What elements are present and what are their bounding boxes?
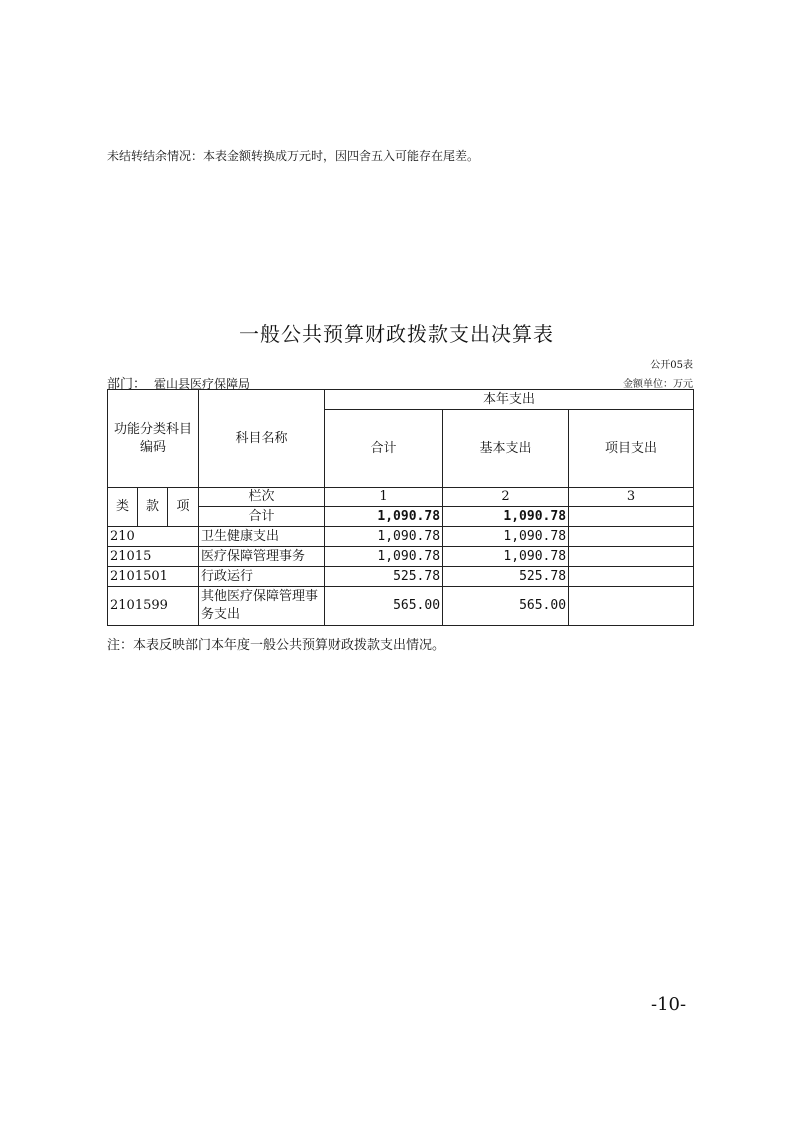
- col-index-2: 2: [443, 488, 569, 507]
- row-code: 210: [108, 527, 199, 547]
- sum-total: 1,090.78: [325, 507, 443, 527]
- budget-table: [107, 389, 694, 626]
- table-row: [108, 587, 694, 626]
- col-index-3: 3: [569, 488, 694, 507]
- department-name: 霍山县医疗保障局: [154, 377, 251, 391]
- sum-project: [569, 507, 694, 527]
- header-current-year: 本年支出: [325, 390, 694, 410]
- row-name: 其他医疗保障管理事务支出: [199, 587, 325, 626]
- header-lei: 类: [108, 488, 138, 527]
- department-label: 部门：: [107, 377, 147, 392]
- row-name: 卫生健康支出: [199, 527, 325, 547]
- header-subject-name: 科目名称: [199, 390, 325, 488]
- row-total: 565.00: [325, 587, 443, 626]
- header-kuan: 款: [138, 488, 168, 527]
- row-total: 1,090.78: [325, 527, 443, 547]
- row-name: 医疗保障管理事务: [199, 547, 325, 567]
- row-total: 1,090.78: [325, 547, 443, 567]
- row-basic: 1,090.78: [443, 527, 569, 547]
- table-row: [108, 547, 694, 567]
- page-title: 一般公共预算财政拨款支出决算表: [239, 322, 554, 346]
- row-basic: 1,090.78: [443, 547, 569, 567]
- sum-label: 合计: [199, 507, 325, 527]
- header-func-code: 功能分类科目编码: [108, 390, 199, 488]
- form-code: 公开05表: [650, 360, 693, 371]
- page-number: -10-: [651, 994, 687, 1015]
- header-row-1: [108, 390, 694, 410]
- header-column-index: 栏次: [199, 488, 325, 507]
- row-basic: 525.78: [443, 567, 569, 587]
- row-project: [569, 547, 694, 567]
- column-index-row: [108, 488, 694, 507]
- unit-label: 金额单位：万元: [623, 379, 693, 390]
- sum-basic: 1,090.78: [443, 507, 569, 527]
- row-code: 21015: [108, 547, 199, 567]
- row-project: [569, 587, 694, 626]
- header-project: 项目支出: [569, 410, 694, 488]
- row-name: 行政运行: [199, 567, 325, 587]
- row-basic: 565.00: [443, 587, 569, 626]
- row-total: 525.78: [325, 567, 443, 587]
- row-project: [569, 527, 694, 547]
- bottom-note: 注：本表反映部门本年度一般公共预算财政拨款支出情况。: [107, 638, 446, 653]
- col-index-1: 1: [325, 488, 443, 507]
- header-xiang: 项: [168, 488, 199, 527]
- table-row: [108, 567, 694, 587]
- header-basic: 基本支出: [443, 410, 569, 488]
- row-code: 2101501: [108, 567, 199, 587]
- row-project: [569, 567, 694, 587]
- top-note: 未结转结余情况：本表金额转换成万元时，因四舍五入可能存在尾差。: [107, 149, 480, 163]
- header-total: 合计: [325, 410, 443, 488]
- table-row: [108, 527, 694, 547]
- row-code: 2101599: [108, 587, 199, 626]
